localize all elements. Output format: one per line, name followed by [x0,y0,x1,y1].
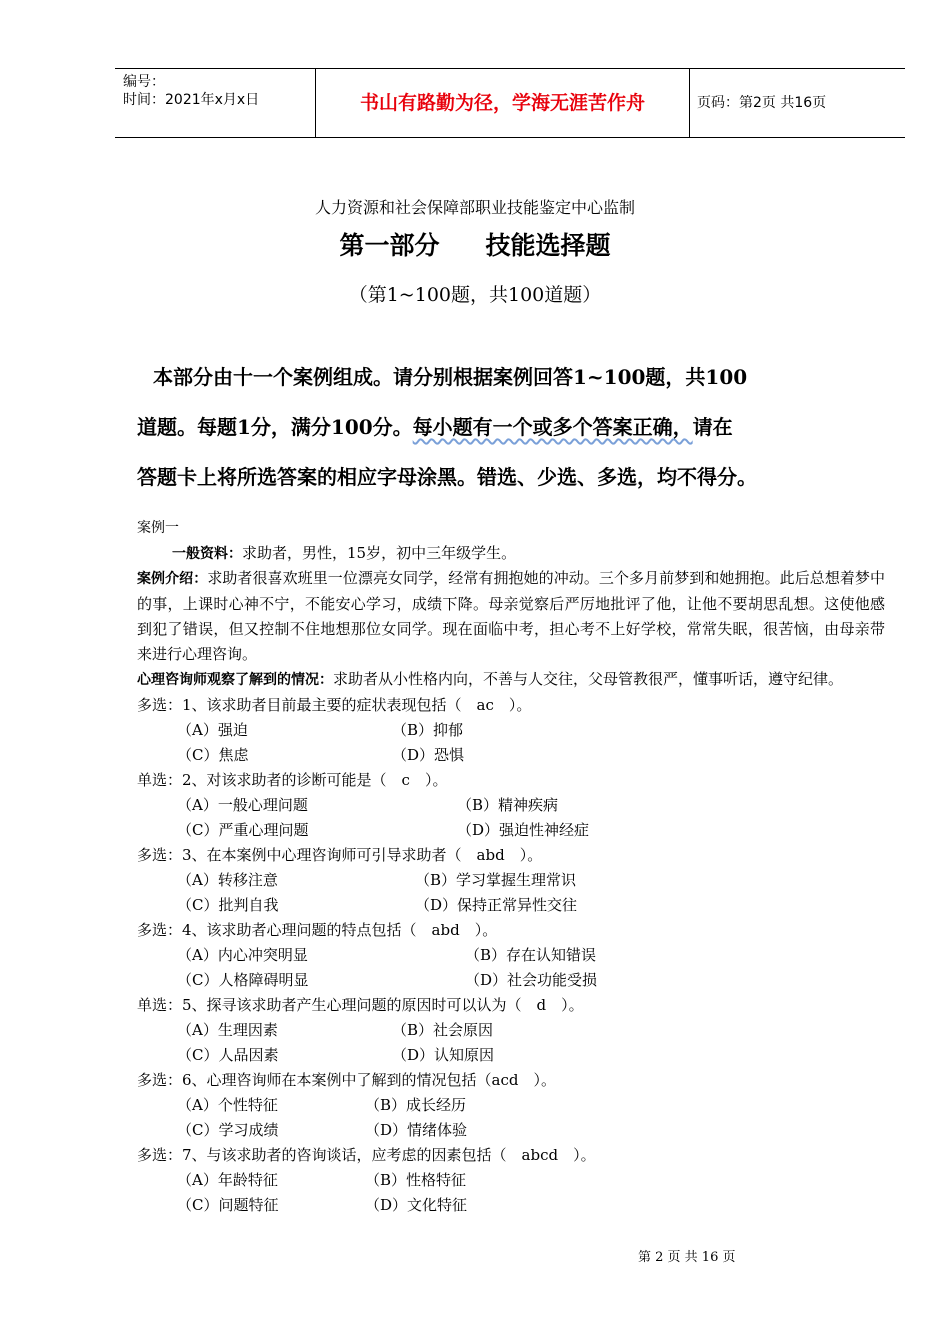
question-stem: 单选：2、对该求助者的诊断可能是（ c ）。 [137,771,448,789]
answer-option: （D）保持正常异性交往 [415,896,578,914]
answer-option: （C）人品因素 [177,1046,279,1064]
option-row [137,968,885,993]
answer-option: （A）一般心理问题 [177,796,308,814]
question-stem: 多选：3、在本案例中心理咨询师可引导求助者（ abd ）。 [137,846,543,864]
answer-option: （C）人格障碍明显 [177,971,309,989]
case-intro: 案例介绍：求助者很喜欢班里一位漂亮女同学，经常有拥抱她的冲动。三个多月前梦到和她拥抱。此后总想着梦中的事，上课时心神不宁，不能安心学习，成绩下降。母亲觉察后严厉地批评了他，让他不要胡思乱想。这使他感到犯了错误，但又控制不住地想那位女同学。现在面临中考，担心考不上好学校，常常失眠，很苦恼，由母亲带来进行心理咨询。 [137,569,885,663]
answer-option: （A）强迫 [177,721,248,739]
option-row [137,1093,885,1118]
answer-option: （A）生理因素 [177,1021,278,1039]
answer-option: （B）社会原因 [392,1021,494,1039]
option-row [137,1193,885,1218]
org-title: 人力资源和社会保障部职业技能鉴定中心监制 [314,198,635,217]
option-row [137,718,885,743]
answer-option: （B）精神疾病 [457,796,559,814]
question-stem: 多选：1、该求助者目前最主要的症状表现包括（ ac ）。 [137,696,532,714]
header-table [115,68,905,138]
question-range: （第1~100题，共100道题） [348,284,602,306]
answer-option: （A）个性特征 [177,1096,278,1114]
header-page-info: 页码：第2页 共16页 [697,95,827,111]
option-row [137,793,885,818]
part-title [0,226,950,262]
part-name: 技能选择题 [485,231,611,260]
instructions-line-2: 道题。每题1分，满分100分。每小题有一个或多个答案正确，请在 [137,415,733,439]
header-motto: 书山有路勤为径，学海无涯苦作舟 [315,69,690,137]
option-row [137,943,885,968]
answer-option: （A）转移注意 [177,871,278,889]
answer-option: （B）学习掌握生理常识 [415,871,577,889]
answer-option: （A）年龄特征 [177,1171,278,1189]
question-stem: 多选：4、该求助者心理问题的特点包括（ abd ）。 [137,921,498,939]
answer-option: （D）认知原因 [392,1046,495,1064]
answer-option: （B）存在认知错误 [465,946,597,964]
answer-option: （A）内心冲突明显 [177,946,308,964]
answer-option: （B）成长经历 [365,1096,467,1114]
section-instructions [137,352,837,502]
case-observation: 心理咨询师观察了解到的情况：求助者从小性格内向，不善与人交往，父母管教很严，懂事听话，遵守纪律。 [137,670,844,688]
case-body [137,516,885,1218]
time-label: 时间：2021年x月x日 [123,92,260,108]
instructions-line-1: 本部分由十一个案例组成。请分别根据案例回答1~100题，共100 [153,365,748,389]
answer-option: （C）焦虑 [177,746,249,764]
option-row [137,818,885,843]
question-stem: 多选：6、心理咨询师在本案例中了解到的情况包括（acd ）。 [137,1071,556,1089]
answer-option: （D）社会功能受损 [465,971,598,989]
question-list [137,693,885,1218]
general-info: 一般资料：求助者，男性，15岁，初中三年级学生。 [172,544,517,562]
option-row [137,893,885,918]
answer-option: （C）严重心理问题 [177,821,309,839]
grammar-underline: 每小题有一个或多个答案正确， [412,415,693,439]
answer-option: （B）性格特征 [365,1171,467,1189]
part-number: 第一部分 [339,231,440,260]
option-row [137,1118,885,1143]
option-row [137,868,885,893]
answer-option: （C）批判自我 [177,896,279,914]
code-label: 编号： [123,74,165,90]
answer-option: （C）问题特征 [177,1196,279,1214]
answer-option: （D）强迫性神经症 [457,821,590,839]
option-row [137,1018,885,1043]
option-row [137,1043,885,1068]
question-stem: 多选：7、与该求助者的咨询谈话，应考虑的因素包括（ abcd ）。 [137,1146,596,1164]
question-stem: 单选：5、探寻该求助者产生心理问题的原因时可以认为（ d ）。 [137,996,584,1014]
header-meta [115,69,315,137]
option-row [137,743,885,768]
answer-option: （D）情绪体验 [365,1121,468,1139]
answer-option: （B）抑郁 [392,721,464,739]
option-row [137,1168,885,1193]
answer-option: （D）文化特征 [365,1196,468,1214]
page-footer: 第 2 页 共 16 页 [638,1250,736,1265]
answer-option: （C）学习成绩 [177,1121,279,1139]
answer-option: （D）恐惧 [392,746,465,764]
instructions-line-3: 答题卡上将所选答案的相应字母涂黑。错选、少选、多选，均不得分。 [137,465,757,489]
case-title: 案例一 [137,520,179,536]
